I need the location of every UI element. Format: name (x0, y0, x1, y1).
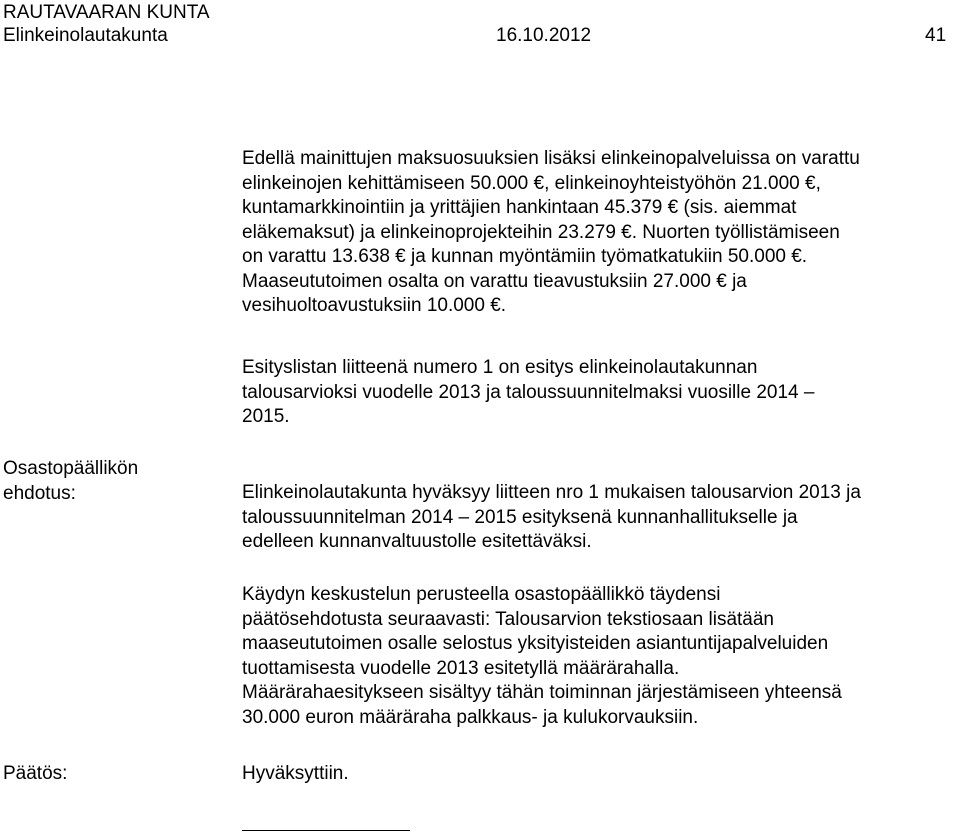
proposal-text (242, 481, 954, 555)
budget-allocation-paragraph (242, 147, 954, 319)
page-number: 41 (925, 25, 947, 46)
signature-line (242, 830, 410, 831)
decision-text: Hyväksyttiin. (242, 763, 349, 784)
text-line: edelleen kunnanvaltuustolle esitettäväksi. (242, 531, 592, 552)
text-line: vesihuoltoavustuksiin 10.000 €. (242, 295, 507, 316)
decision-label: Päätös: (3, 763, 68, 784)
text-line: talousarvioksi vuodelle 2013 ja taloussuunnitelmaksi vuosille 2014 – (242, 381, 815, 403)
text-line: tuottamisesta vuodelle 2013 esitetyllä määrärahalla. (242, 657, 680, 679)
text-line: on varattu 13.638 € ja kunnan myöntämiin työmatkatukiin 50.000 €. (242, 246, 808, 267)
text-line: 30.000 euron määräraha palkkaus- ja kulukorvauksiin. (242, 706, 699, 728)
text-line: elinkeinojen kehittämiseen 50.000 €, elinkeinoyhteistyöhön 21.000 €, (242, 172, 821, 194)
label-line: ehdotus: (3, 482, 76, 504)
proposal-label (3, 457, 233, 506)
text-line: Edellä mainittujen maksuosuuksien lisäksi elinkeinopalveluissa on varattu (242, 148, 860, 169)
text-line: Määrärahaesitykseen sisältyy tähän toiminnan järjestämiseen yhteensä (242, 682, 842, 703)
organization-name: RAUTAVAARAN KUNTA (3, 2, 210, 23)
text-line: Maaseututoimen osalta on varattu tieavustuksiin 27.000 € ja (242, 270, 747, 292)
text-line: Esityslistan liitteenä numero 1 on esitys elinkeinolautakunnan (242, 357, 758, 378)
text-line: taloussuunnitelman 2014 – 2015 esityksenä kunnanhallitukselle ja (242, 506, 798, 528)
text-line: maaseututoimen osalle selostus yksityisteiden asiantuntijapalveluiden (242, 633, 829, 654)
text-line: päätösehdotusta seuraavasti: Talousarvion tekstiosaan lisätään (242, 608, 774, 630)
meeting-date: 16.10.2012 (496, 25, 592, 46)
label-line: Osastopäällikön (3, 458, 139, 479)
text-line: kuntamarkkinointiin ja yrittäjien hankintaan 45.379 € (sis. aiemmat (242, 197, 797, 218)
discussion-text (242, 583, 954, 730)
text-line: Elinkeinolautakunta hyväksyy liitteen nro 1 mukaisen talousarvion 2013 ja (242, 482, 861, 503)
text-line: 2015. (242, 406, 290, 427)
text-line: Käydyn keskustelun perusteella osastopäällikkö täydensi (242, 584, 721, 605)
attachment-paragraph (242, 356, 954, 430)
text-line: eläkemaksut) ja elinkeinoprojekteihin 23.279 €. Nuorten työllistämiseen (242, 221, 840, 243)
committee-name: Elinkeinolautakunta (3, 25, 168, 46)
